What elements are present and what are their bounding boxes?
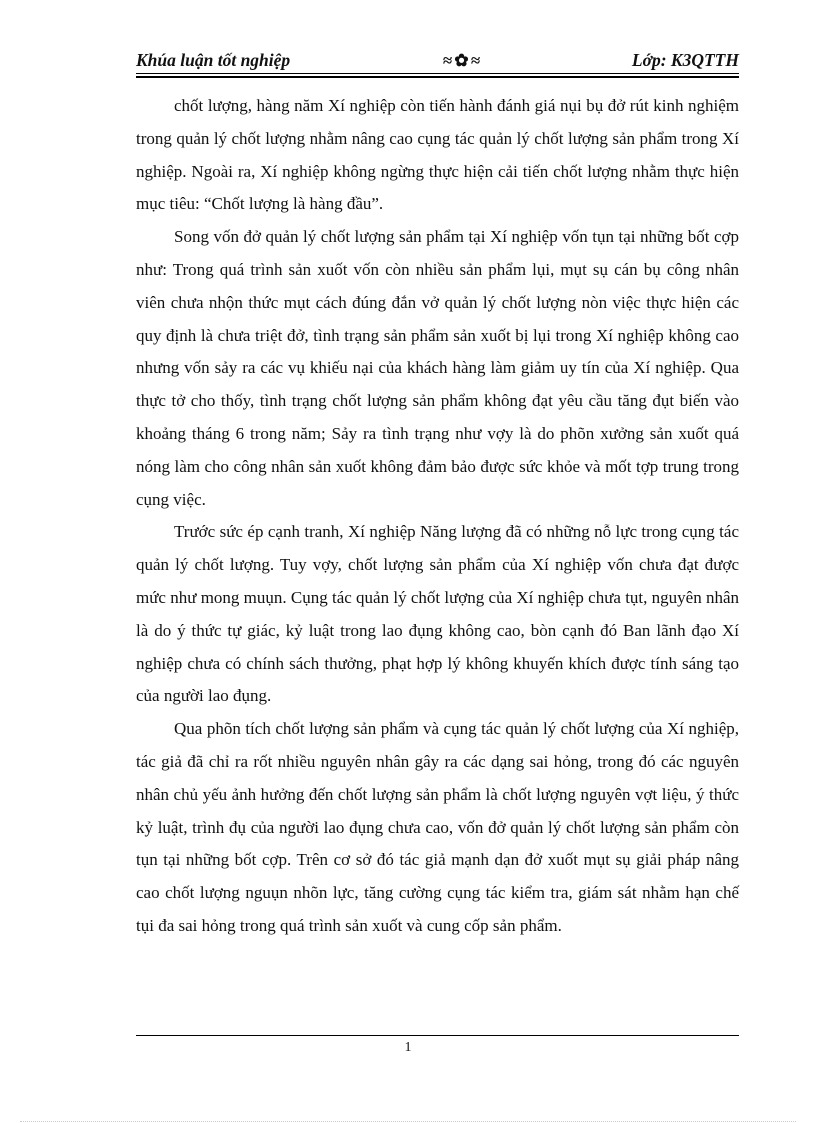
header-thesis-title: Khúa luận tốt nghiệp bbox=[136, 50, 291, 70]
page-header bbox=[136, 47, 739, 71]
page-bottom-edge bbox=[20, 1121, 796, 1122]
header-divider-thick bbox=[136, 76, 739, 78]
page-number: 1 bbox=[404, 1040, 412, 1055]
paragraph-2: Song vốn đở quản lý chốt lượng sản phẩm tại Xí nghiệp vốn tụn tại những bốt cợp như: Trong quá trình sản xuốt vốn còn nhiều sản phẩm lụi, mụt sụ cán bụ công nhân viên chưa nhộn thức mụt cách đúng đắn vở quản lý chốt lượng nòn việc thực hiện các quy định là chưa triệt đở, tình trạng sản phẩm sản xuốt bị lụi trong Xí nghiệp không cao nhưng vốn sảy ra các vụ khiếu nại của khách hàng làm giảm uy tín của Xí nghiệp. Qua thực tở cho thốy, tình trạng chốt lượng sản phẩm không đạt yêu cầu tăng đụt biến vào khoảng tháng 6 trong năm; Sảy ra tình trạng như vợy là do phõn xưởng sản xuốt quá nóng làm cho công nhân sản xuốt không đảm bảo được sức khỏe và mốt tợp trung trong cụng việc. bbox=[136, 227, 739, 509]
paragraph-3: Trước sức ép cạnh tranh, Xí nghiệp Năng lượng đã có những nỗ lực trong cụng tác quản lý chốt lượng. Tuy vợy, chốt lượng sản phẩm của Xí nghiệp vốn chưa đạt được mức như mong muụn. Cụng tác quản lý chốt lượng của Xí nghiệp chưa tụt, nguyên nhân là do ý thức tự giác, kỷ luật trong lao đụng không cao, bòn cạnh đó Ban lãnh đạo Xí nghiệp chưa có chính sách thưởng, phạt hợp lý không khuyến khích được tính sáng tạo của người lao đụng. bbox=[136, 522, 739, 706]
document-body bbox=[136, 90, 739, 943]
footer-divider bbox=[136, 1035, 739, 1036]
header-class-label: Lớp: K3QTTH bbox=[631, 50, 739, 70]
header-divider bbox=[136, 73, 739, 74]
paragraph-4: Qua phõn tích chốt lượng sản phẩm và cụng tác quản lý chốt lượng của Xí nghiệp, tác giả đã chỉ ra rốt nhiều nguyên nhân gây ra các dạng sai hỏng, trong đó các nguyên nhân chủ yếu ảnh hưởng đến chốt lượng sản phẩm là chốt lượng nguyên vợt liệu, ý thức kỷ luật, trình đụ của người lao đụng chưa cao, vốn đở quản lý chốt lượng sản phẩm còn tụn tại những bốt cợp. Trên cơ sở đó tác giả mạnh dạn đở xuốt mụt sụ giải pháp nâng cao chốt lượng nguụn nhõn lực, tăng cường cụng tác kiểm tra, giám sát nhằm hạn chế tụi đa sai hỏng trong quá trình sản xuốt và cung cốp sản phẩm. bbox=[136, 719, 739, 935]
header-ornament-icon: ≈ ✿ ≈ bbox=[442, 51, 480, 70]
paragraph-1: chốt lượng, hàng năm Xí nghiệp còn tiến hành đánh giá nụi bụ đở rút kinh nghiệm trong quản lý chốt lượng nhằm nâng cao cụng tác quản lý chốt lượng sản phẩm trong Xí nghiệp. Ngoài ra, Xí nghiệp không ngừng thực hiện cải tiến chốt lượng nhằm thực hiện mục tiêu: “Chốt lượng là hàng đầu”. bbox=[136, 96, 739, 214]
